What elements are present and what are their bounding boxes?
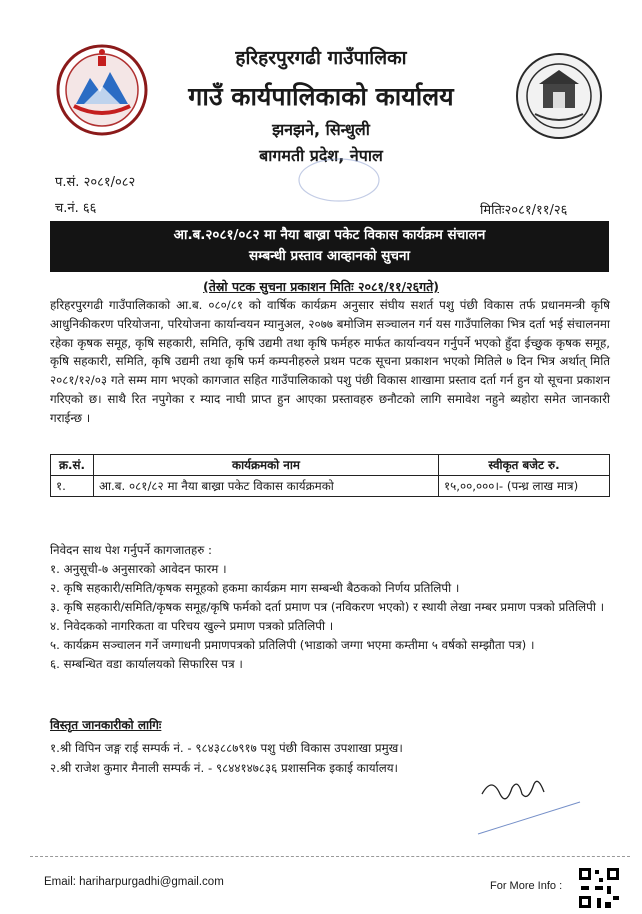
table-cell-program: आ.ब. ०८१/८२ मा नैया बाख्रा पकेट विकास कार्यक्रमको <box>94 476 439 497</box>
reference-number: प.सं. २०८१/०८२ <box>55 175 136 190</box>
program-table <box>50 454 610 497</box>
list-item: २.श्री राजेश कुमार मैनाली सम्पर्क नं. - ९८४४१४७८३६ प्रशासनिक इकाई कार्यालय। <box>50 761 399 775</box>
table-header-program: कार्यक्रमको नाम <box>94 455 439 476</box>
footer-more-info: For More Info : <box>490 880 563 892</box>
documents-title: निवेदन साथ पेश गर्नुपर्ने कागजातहरु : <box>50 543 213 557</box>
notice-subtitle: (तेस्रो पटक सुचना प्रकाशन मितिः २०८१/११/२६गते) <box>203 279 439 294</box>
list-item: १. अनुसूची-७ अनुसारको आवेदन फारम । <box>50 562 227 576</box>
dispatch-number: च.नं. ६६ <box>55 201 97 216</box>
table-header-row <box>51 455 610 476</box>
table-cell-sn: १. <box>51 476 94 497</box>
address-line-2: बागमती प्रदेश, नेपाल <box>259 146 383 165</box>
notice-title-line-2: सम्बन्धी प्रस्ताव आव्हानको सुचना <box>249 248 410 264</box>
signature <box>472 772 592 842</box>
notice-date: मितिः२०८१/११/२६ <box>480 203 568 218</box>
footer-email: Email: hariharpurgadhi@gmail.com <box>44 876 224 888</box>
notice-title-line-1: आ.ब.२०८१/०८२ मा नैया बाख्रा पकेट विकास कार्यक्रम संचालन <box>173 227 486 243</box>
table-cell-budget: १५,००,०००।- (पन्ध्र लाख मात्र) <box>439 476 610 497</box>
list-item: २. कृषि सहकारी/समिति/कृषक समूहको हकमा कार्यक्रम माग सम्बन्धी बैठकको निर्णय प्रतिलिपी । <box>50 581 460 595</box>
notice-body: हरिहरपुरगढी गाउँपालिकाको आ.ब. ०८०/८१ को वार्षिक कार्यक्रम अनुसार संघीय सशर्त पशु पंछी विकास तर्फ प्रधानमन्त्री कृषि आधुनिकीकरण परियोजना, परियोजना कार्यान्वयन म्यानुअल, २०७७ बमोजिम सञ्चालन गर्न यस गाउँपालिका भित्र दर्ता भई संचालनमा रहेका कृषक समूह, कृषि सहकारी, समिति, कृषि उद्यमी तथा कृषि फर्महरु मार्फत कार्यान्वयन गर्नुपर्ने भएको हुँदा ईच्छुक कृषक समूह, कृषि सहकारी, समिति, कृषि उद्यमी तथा कृषि फर्म कम्पनीहरुले प्रथम पटक सूचना प्रकाशन भएको मितिले ७ दिन भित्र अर्थात् मिति २०८१/१२/०३ गते सम्म माग भएको कागजात सहित गाउँपालिकाको पशु पंछी विकास शाखामा प्रस्ताव दर्ता गर्न हुन यो सूचना प्रकाशन गरिएको छ। साथै रित नपुगेका र म्याद नाघी प्राप्त हुन आएका प्रस्तावहरु छनौटको लागि समावेश नहुने ब्यहोरा समेत जानकारी गराईन्छ । <box>50 298 610 425</box>
organization-name: हरिहरपुरगढी गाउँपालिका <box>235 47 407 69</box>
qr-code-icon[interactable] <box>577 866 621 910</box>
table-row <box>51 476 610 497</box>
address-line-1: झनझने, सिन्धुली <box>272 120 370 139</box>
office-name: गाउँ कार्यपालिकाको कार्यालय <box>188 82 454 111</box>
list-item: ३. कृषि सहकारी/समिति/कृषक समूह/कृषि फर्मको दर्ता प्रमाण पत्र (नविकरण भएको) र स्थायी लेखा नम्बर प्रमाण पत्रको प्रतिलिपी । <box>50 600 605 614</box>
notice-title-banner <box>50 221 609 272</box>
footer-divider <box>30 856 630 857</box>
contact-list <box>50 738 403 778</box>
list-item: ५. कार्यक्रम सञ्चालन गर्ने जग्गाधनी प्रमाणपत्रको प्रतिलिपी (भाडाको जग्गा भएमा कम्तीमा ५ वर्षको सम्झौता पत्र) । <box>50 638 535 652</box>
documents-list <box>50 560 610 674</box>
contact-title: विस्तृत जानकारीको लागिः <box>50 718 162 732</box>
table-header-sn: क्र.सं. <box>51 455 94 476</box>
list-item: ४. निवेदकको नागरिकता वा परिचय खुल्ने प्रमाण पत्रको प्रतिलिपी । <box>50 619 334 633</box>
office-stamp <box>294 155 384 205</box>
table-header-budget: स्वीकृत बजेट रु. <box>439 455 610 476</box>
list-item: १.श्री विपिन जङ्ग राई सम्पर्क नं. - ९८४३८८७९१७ पशु पंछी विकास उपशाखा प्रमुख। <box>50 741 403 755</box>
list-item: ६. सम्बन्धित वडा कार्यालयको सिफारिस पत्र । <box>50 657 243 671</box>
